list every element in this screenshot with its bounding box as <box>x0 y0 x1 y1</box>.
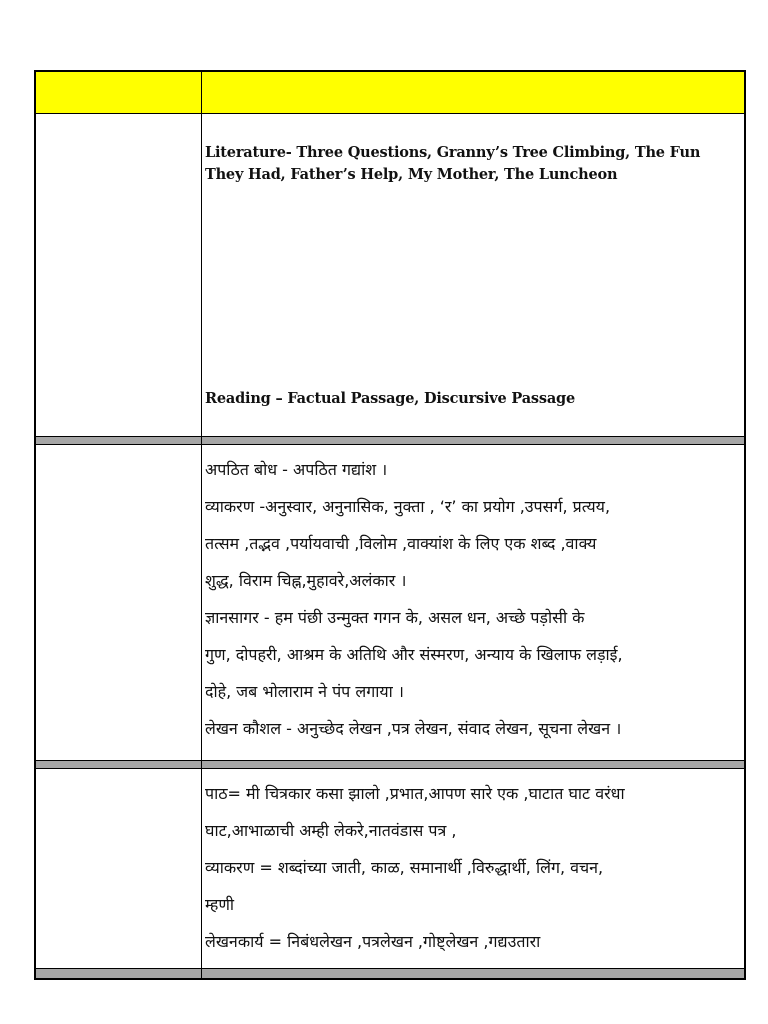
hindi-line: लेखन कौशल - अनुच्छेद लेखन ,पत्र लेखन, संवाद लेखन, सूचना लेखन । <box>205 719 622 738</box>
hindi-line: व्याकरण -अनुस्वार, अनुनासिक, नुक्ता , ‘र’ का प्रयोग ,उपसर्ग, प्रत्यय, <box>205 497 611 516</box>
hindi-line: ज्ञानसागर - हम पंछी उन्मुक्त गगन के, असल धन, अच्छे पड़ोसी के <box>205 608 585 627</box>
english-content-cell <box>202 114 744 436</box>
marathi-subject-cell <box>36 769 202 968</box>
marathi-row <box>36 769 744 969</box>
marathi-content-cell <box>202 769 744 968</box>
hindi-line: अपठित बोध - अपठित गद्यांश । <box>205 460 388 479</box>
separator-row <box>36 437 744 445</box>
english-row <box>36 114 744 437</box>
bottom-separator-row <box>36 969 744 978</box>
separator-cell-right <box>202 969 744 978</box>
syllabus-table <box>34 70 746 980</box>
marathi-line: घाट,आभाळाची अम्ही लेकरे,नातवंडास पत्र , <box>205 821 457 840</box>
header-row <box>36 72 744 114</box>
english-reading-text: Reading – Factual Passage, Discursive Passage <box>205 390 575 407</box>
separator-cell-left <box>36 761 202 768</box>
english-subject-cell <box>36 114 202 436</box>
header-cell-right <box>202 72 744 113</box>
hindi-row <box>36 445 744 761</box>
hindi-content-cell <box>202 445 744 760</box>
separator-cell-left <box>36 969 202 978</box>
hindi-line: गुण, दोपहरी, आश्रम के अतिथि और संस्मरण, अन्याय के खिलाफ लड़ाई, <box>205 645 623 664</box>
hindi-line: शुद्ध, विराम चिह्न,मुहावरे,अलंकार । <box>205 571 407 590</box>
english-literature-text: Literature- Three Questions, Granny’s Tree Climbing, The Fun They Had, Father’s Help, My Mother, The Luncheon <box>205 144 701 183</box>
marathi-line: म्हणी <box>205 895 235 914</box>
hindi-line: तत्सम ,तद्भव ,पर्यायवाची ,विलोम ,वाक्यांश के लिए एक शब्द ,वाक्य <box>205 534 597 553</box>
marathi-line: लेखनकार्य = निबंधलेखन ,पत्रलेखन ,गोष्ट्लेखन ,गद्यउतारा <box>205 932 541 951</box>
separator-cell-right <box>202 437 744 444</box>
hindi-line: दोहे, जब भोलाराम ने पंप लगाया । <box>205 682 404 701</box>
separator-cell-left <box>36 437 202 444</box>
hindi-subject-cell <box>36 445 202 760</box>
marathi-line: पाठ= मी चित्रकार कसा झालो ,प्रभात,आपण सारे एक ,घाटात घाट वरंधा <box>205 784 625 803</box>
marathi-line: व्याकरण = शब्दांच्या जाती, काळ, समानार्थी ,विरुद्धार्थी, लिंग, वचन, <box>205 858 604 877</box>
separator-row <box>36 761 744 769</box>
header-cell-left <box>36 72 202 113</box>
separator-cell-right <box>202 761 744 768</box>
